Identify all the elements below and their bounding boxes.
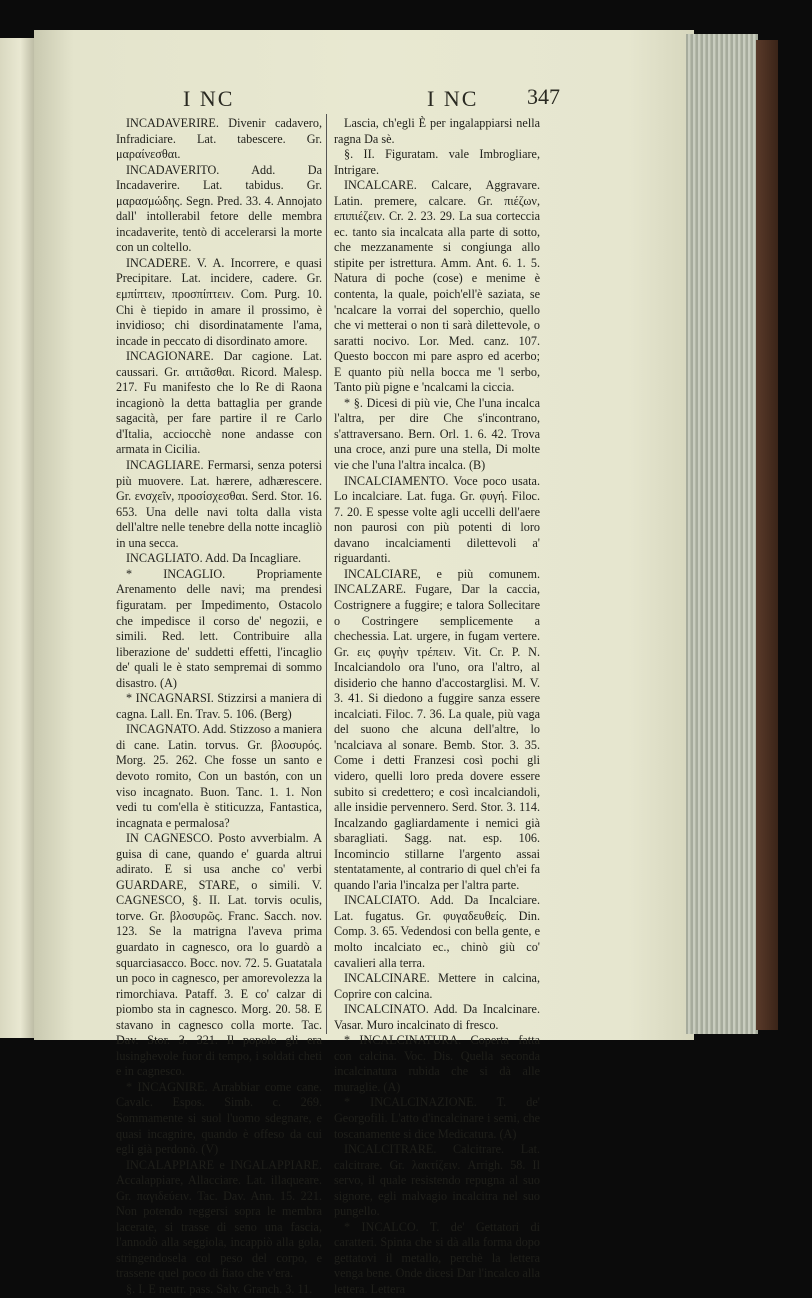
page-fore-edges — [686, 34, 758, 1034]
dictionary-entry: * INCALCINATURA. Coperta fatta con calcina. Voc. Dis. Quella seconda incalcinatura rubida che si dà alle muraglie. (A) — [334, 1033, 540, 1094]
dictionary-entry: INCAGLIARE. Fermarsi, senza potersi più muovere. Lat. hærere, adhærescere. Gr. ενσχεῖν, προσίσχεσθαι. Serd. Stor. 16. 653. Una delle navi tolta dalla vista dell'altre nelle tenebre della notte incagliò in una secca. — [116, 458, 322, 550]
dictionary-entry: * INCAGNIRE. Arrabbiar come cane. Cavalc. Espos. Simb. c. 269. Sommamente si suol l'uomo sdegnare, e quasi incagnire, quando è offeso da cui egli già perdonò. (V) — [116, 1079, 322, 1157]
dictionary-entry: §. I. E neutr. pass. Salv. Granch. 3. 11. — [126, 1282, 313, 1297]
dictionary-entry: INCALCIARE, e più comunem. INCALZARE. Fugare, Dar la caccia, Costrignere a fuggire; e talora Sollecitare o Costringere semplicemente a chechessia. Lat. urgere, in fugam vertere. Gr. εις φυγὴν τρέπειν. Vit. Cr. P. N. Incalciandolo ora l'uno, ora l'altro, al disiderio che hanno d'accostarglisi. M. V. 3. 41. Si diedono a fuggire sanza essere incalciati. Filoc. 7. 36. La quale, più vaga del suono che alcuna dell'altre, lo 'ncalciava al sonare. Bemb. Stor. 3. 35. Come i detti Franzesi così pochi gli videro, quelli loro preda dovere essere subito si credettero; e così incalciandoli, alle insidie pervennero. Serd. Stor. 3. 114. Incalzando gagliardamente i nemici già sbaragliati. Sagg. nat. esp. 106. Incomincio stillarne l'argento assai stentatamente, al contrario di quel ch'ei fa quando l'aria l'incalza per l'altra parte. — [334, 566, 540, 892]
left-running-head: I NC — [183, 86, 235, 111]
dictionary-entry: §. II. Figuratam. vale Imbrogliare, Intrigare. — [334, 147, 540, 177]
dictionary-entry: INCALCITRARE. Calcitrare. Lat. calcitrare. Gr. λακτίζειν. Arrigh. 58. Il servo, il quale resistendo repugna al suo signore, egli malvagio incalcitra nel suo pungello. — [334, 1142, 540, 1219]
right-running-head: I NC — [427, 86, 479, 111]
dictionary-entry: * §. Dicesi di più vie, Che l'una incalca l'altra, per dire Che s'incontrano, s'attraversano. Bern. Orl. 1. 6. 42. Trova una croce, anzi pure una stella, Di molte vie che l'una l'altra incalca. (B) — [334, 395, 540, 473]
dictionary-entry: INCAGNATO. Add. Stizzoso a maniera di cane. Latin. torvus. Gr. βλοσυρός. Morg. 25. 262. Che fosse un santo e devoto romito, Con un bastón, con un viso incagnato. Buon. Tanc. 1. 1. Non vedi tu com'ella è stiticuzza, Fantastica, incagnata e permalosa? — [116, 722, 322, 830]
dictionary-entry: INCALCINATO. Add. Da Incalcinare. Vasar. Muro incalcinato di fresco. — [334, 1002, 540, 1032]
dictionary-entry: INCADAVERIRE. Divenir cadavero, Infradiciare. Lat. tabescere. Gr. μαραίνεσθαι. — [116, 116, 322, 162]
dictionary-entry: * INCAGNARSI. Stizzirsi a maniera di cagna. Lall. En. Trav. 5. 106. (Berg) — [116, 691, 322, 721]
dictionary-entry: * INCAGLIO. Propriamente Arenamento delle navi; ma prendesi figuratam. per Impedimento, Ostacolo che impedisce il corso de' negozii, e simili. Red. lett. Contribuire alla liberazione de' suddetti effetti, l'incaglio de' quali le è stato sempremai di sommo disastro. (A) — [116, 566, 322, 690]
dictionary-entry: INCALCIAMENTO. Voce poco usata. Lo incalciare. Lat. fuga. Gr. φυγή. Filoc. 7. 20. E spesse volte agli uccelli dell'aere non paurosi con più potenti di loro davano incalciamenti dilettevoli a' riguardanti. — [334, 473, 540, 566]
dictionary-entry: INCADERE. V. A. Incorrere, e quasi Precipitare. Lat. incidere, cadere. Gr. εμπίπτειν, προσπίπτειν. Com. Purg. 10. Chi è tiepido in amare il prossimo, è invidioso; chi disordinatamente l'ama, incade in peccato di disordinato amore. — [116, 255, 322, 348]
previous-page-edge — [0, 38, 34, 1038]
dictionary-entry: INCADAVERITO. Add. Da Incadaverire. Lat. tabidus. Gr. μαρασμώδης. Segn. Pred. 33. 4. Annojato dall' intollerabil fetore delle membra incadaverite, tentò di accelerarsi la morte con un coltello. — [116, 162, 322, 255]
dictionary-entry: INCALCARE. Calcare, Aggravare. Latin. premere, calcare. Gr. πιέζων, επιπιέζειν. Cr. 2. 23. 29. La sua corteccia ec. tanto sia incalcata alla parte di sotto, che mezzanamente si congiunga allo stipite per istrettura. Amm. Ant. 6. 1. 5. Natura di poche (cose) e menime è contenta, la quale, poich'ell'è saziata, se 'ncalcare la vorrai del soperchio, quello che vi metterai o non ti sarà dilettevole, o saratti nocivo. Lor. Med. canz. 107. Questo boccon mi pare aspro ed acerbo; E quanto più nella bocca me 'l serbo, Tanto più pigne e 'ncalcami la ciccia. — [334, 178, 540, 395]
dictionary-entry: * INCALCO. T. de' Gettatori di caratteri. Spinta che si dà alla forma dopo gettatovi il metallo, perchè la lettera venga bene. Onde dicesi Dar l'incalco alla lettera. Lettera — [334, 1219, 540, 1297]
dictionary-entry: * INCALCINAZIONE. T. de' Georgofili. L'atto d'incalcinare i semi, che toscanamente si dice Medicatura. (A) — [334, 1095, 540, 1141]
dictionary-entry: INCALCIATO. Add. Da Incalciare. Lat. fugatus. Gr. φυγαδευθείς. Din. Comp. 3. 65. Vedendosi con bella gente, e molto incalciato ec., chinò giù co' cavalieri alla terra. — [334, 893, 540, 970]
dictionary-entry: INCAGLIATO. Add. Da Incagliare. — [126, 551, 302, 566]
dictionary-entry: IN CAGNESCO. Posto avverbialm. A guisa di cane, quando e' guarda altrui adirato. E si usa anche co' verbi GUARDARE, STARE, o simili. V. CAGNESCO, §. II. Lat. torvis oculis, torve. Gr. βλοσυρῶς. Franc. Sacch. nov. 123. Se la matrigna l'aveva prima guardato in cagnesco, ora lo guardò a squarciasacco. Bocc. nov. 72. 5. Guatatala un poco in cagnesco, per amorevolezza la rimorchiava. Pataff. 3. E co' calzar di piombo sta in cagnesco. Morg. 20. 58. E stavano in cagnesco colla morte. Tac. Dav. Stor. 3. 321. Il popolo gli era lusinghevole fuor di tempo, i soldati cheti e in cagnesco. — [116, 831, 322, 1079]
dictionary-entry: INCALCINARE. Mettere in calcina, Coprire con calcina. — [334, 971, 540, 1001]
dictionary-entry: INCALAPPIARE e INGALAPPIARE. Accalappiare, Allacciare. Lat. illaqueare. Gr. παγιδεύειν. Tac. Dav. Ann. 15. 221. Non potendo reggersi sopra le membra lacerate, si trasse di seno una fascia, l'annodò alla seggiola, incappiò alla gola, stringendosela col peso del corpo, e trassene quel poco di fiato che v'era. — [116, 1157, 322, 1281]
dictionary-entry: INCAGIONARE. Dar cagione. Lat. caussari. Gr. αιτιᾶσθαι. Ricord. Malesp. 217. Fu manifesto che lo Re di Raona incagionò la detta battaglia per grande sagacità, per fare partire il re Carlo d'Italia, acciocchè none andasse con armata in Cicilia. — [116, 349, 322, 457]
page-number: 347 — [527, 84, 560, 109]
book-cover — [756, 40, 778, 1030]
left-column — [116, 116, 322, 1298]
dictionary-entry: Lascia, ch'egli È per ingalappiarsi nella ragna Da sè. — [334, 116, 540, 146]
right-column — [334, 116, 540, 1298]
column-divider — [326, 114, 327, 1034]
